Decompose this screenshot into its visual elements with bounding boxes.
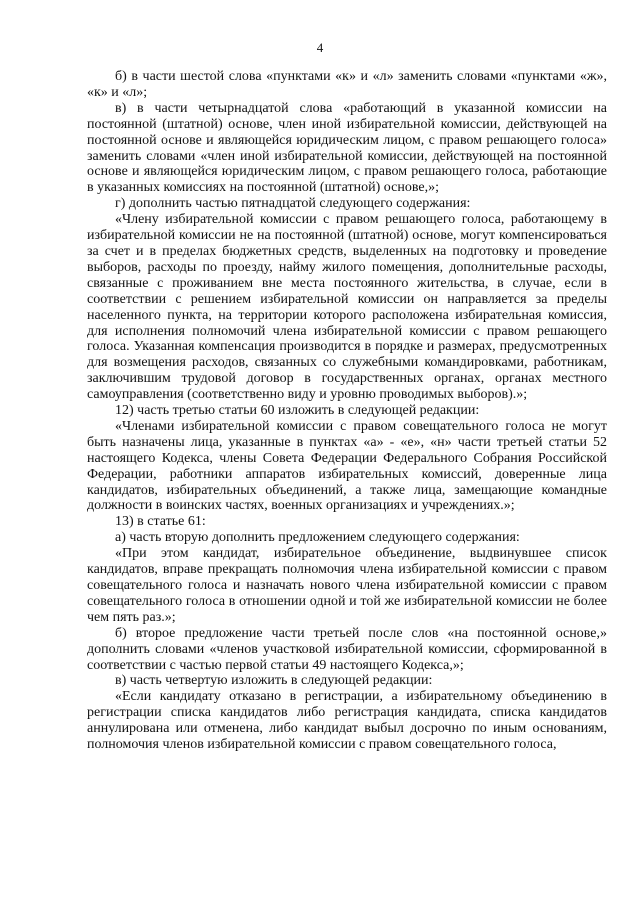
paragraph: «Членами избирательной комиссии с правом совещательного голоса не могут быть назначены лица, указанные в пунктах «а» - «е», «н» части третьей статьи 52 настоящего Кодекса, члены Совета Федерации Федерального Собрания Российской Федерации, работники аппаратов избирательных комиссий, доверенные лица кандидатов, избирательных объединений, а также лица, замещающие командные должности в воинских частях, военных организациях и учреждениях.»; bbox=[87, 418, 607, 514]
paragraph: 13) в статье 61: bbox=[115, 514, 206, 530]
paragraph: а) часть вторую дополнить предложением следующего содержания: bbox=[115, 530, 520, 546]
paragraph: б) второе предложение части третьей после слов «на постоянной основе,» дополнить словами «членов участковой избирательной комиссии, сформированной в соответствии с частью первой статьи 49 настоящего Кодекса,»; bbox=[87, 625, 607, 673]
paragraph: «При этом кандидат, избирательное объединение, выдвинувшее список кандидатов, вправе прекращать полномочия члена избирательной комиссии с правом совещательного голоса и назначать нового члена избирательной комиссии с правом совещательного голоса в отношении одной и той же избирательной комиссии не более чем пять раз.»; bbox=[87, 546, 607, 625]
paragraph: в) часть четвертую изложить в следующей редакции: bbox=[115, 673, 433, 689]
paragraph: б) в части шестой слова «пунктами «к» и «л» заменить словами «пунктами «ж», «к» и «л»; bbox=[87, 69, 607, 100]
paragraph: «Члену избирательной комиссии с правом решающего голоса, работающему в избирательной комиссии не на постоянной (штатной) основе, могут компенсироваться за счет и в пределах бюджетных средств, выделенных на подготовку и проведение выборов, расходы по проезду, найму жилого помещения, дополнительные расходы, связанные с проживанием вне места постоянного жительства, в случае, если в соответствии с решением избирательной комиссии он направляется за пределы населенного пункта, на территории которого расположена избирательная комиссия, для исполнения полномочий члена избирательной комиссии с правом решающего голоса. Указанная компенсация производится в порядке и размерах, предусмотренных для возмещения расходов, связанных со служебными командировками, работникам, заключившим трудовой договор в государственных органах, органах местного самоуправления (соответственно виду и уровню проводимых выборов).»; bbox=[87, 212, 607, 403]
paragraph: 12) часть третью статьи 60 изложить в следующей редакции: bbox=[115, 403, 480, 419]
paragraph: в) в части четырнадцатой слова «работающий в указанной комиссии на постоянной (штатной) основе, член иной избирательной комиссии, действующей на постоянной основе и являющейся юридическим лицом, с правом решающего голоса» заменить словами «член иной избирательной комиссии, действующей на постоянной основе и являющейся юридическим лицом, с правом решающего голоса, работающие в указанных комиссиях на постоянной (штатной) основе,»; bbox=[87, 100, 607, 196]
page-number: 4 bbox=[316, 40, 324, 55]
document-body bbox=[87, 69, 607, 753]
paragraph: г) дополнить частью пятнадцатой следующего содержания: bbox=[115, 196, 471, 212]
paragraph: «Если кандидату отказано в регистрации, а избирательному объединению в регистрации списка кандидатов либо регистрация кандидата, списка кандидатов аннулирована или отменена, либо кандидат выбыл досрочно по иным основаниям, полномочия членов избирательной комиссии с правом совещательного голоса, bbox=[87, 689, 607, 753]
